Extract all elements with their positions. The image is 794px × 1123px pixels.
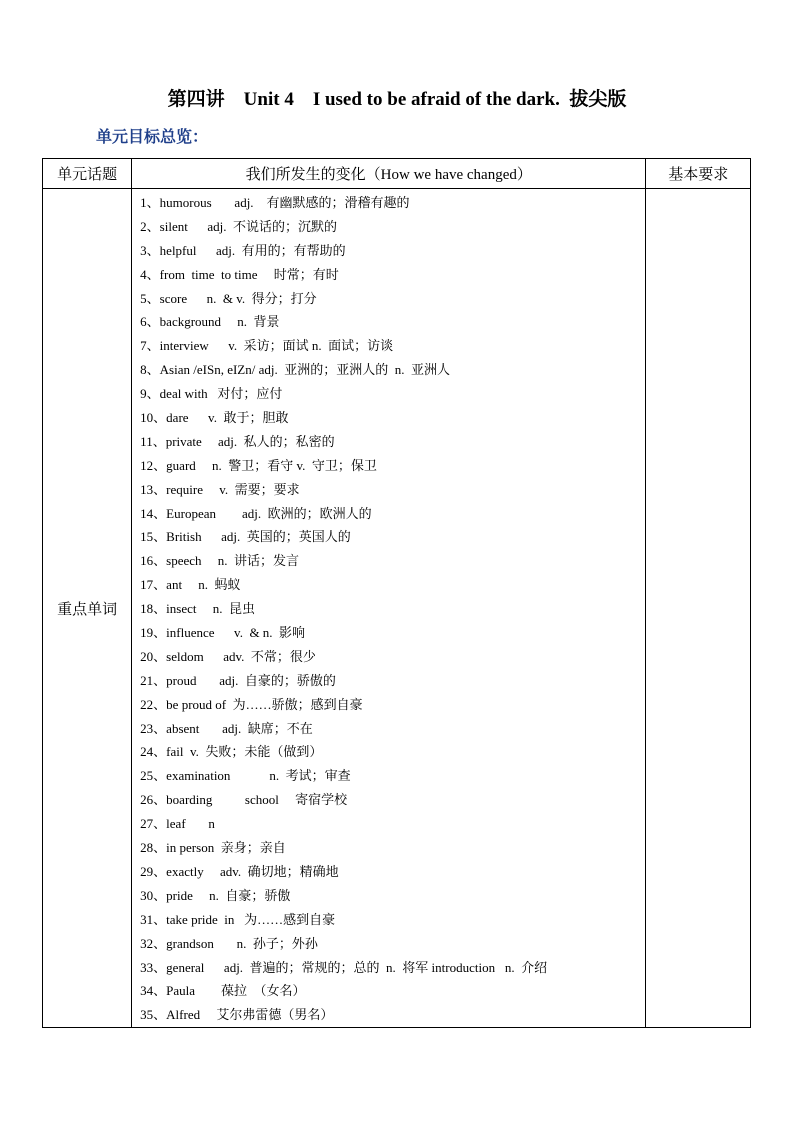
word-item: 26、boarding school 寄宿学校 [140,792,348,808]
word-item: 15、British adj. 英国的；英国人的 [140,529,351,545]
word-item: 4、from time to time 时常；有时 [140,266,339,282]
word-item: 9、deal with 对付；应付 [140,386,283,402]
table-header-row [43,159,751,189]
word-item: 31、take pride in 为……感到自豪 [140,911,336,927]
word-item: 33、general adj. 普遍的；常规的；总的 n. 将军 introduction n. 介绍 [140,959,548,975]
word-item: 1、humorous adj. 有幽默感的；滑稽有趣的 [140,195,410,210]
word-item: 24、fail v. 失败；未能（做到） [140,744,323,760]
word-list-cell [132,189,646,1028]
word-item: 20、seldom adv. 不常；很少 [140,648,316,664]
header-changes: 我们所发生的变化（How we have changed） [132,159,646,189]
word-item: 2、silent adj. 不说话的；沉默的 [140,218,337,234]
word-item: 27、leaf n [140,816,215,832]
word-item: 7、interview v. 采访；面试 n. 面试；访谈 [140,338,394,354]
word-item: 3、helpful adj. 有用的；有帮助的 [140,242,346,258]
word-item: 35、Alfred 艾尔弗雷德（男名） [140,1007,334,1023]
word-item: 13、require v. 需要；要求 [140,481,300,497]
word-item: 19、influence v. & n. 影响 [140,625,306,641]
word-item: 11、private adj. 私人的；私密的 [140,433,335,449]
word-item: 23、absent adj. 缺席；不在 [140,720,313,736]
word-item: 21、proud adj. 自豪的；骄傲的 [140,672,336,688]
word-item: 14、European adj. 欧洲的；欧洲人的 [140,505,372,521]
word-item: 32、grandson n. 孙子；外孙 [140,935,318,951]
requirement-cell [646,189,751,1028]
topic-cell: 重点单词 [43,189,132,1028]
word-item: 28、in person 亲身；亲自 [140,840,286,856]
word-item: 8、Asian /eISn, eIZn/ adj. 亚洲的；亚洲人的 n. 亚洲人 [140,362,450,378]
page-title: 第四讲 Unit 4 I used to be afraid of the dark. 拔尖版 [167,89,627,110]
word-item: 10、dare v. 敢于；胆敢 [140,410,289,426]
vocabulary-table [42,158,751,1028]
table-row [43,189,751,1028]
header-requirements: 基本要求 [646,159,751,189]
word-item: 30、pride n. 自豪；骄傲 [140,887,291,903]
word-item: 17、ant n. 蚂蚁 [140,577,241,593]
word-item: 5、score n. & v. 得分；打分 [140,290,317,306]
word-item: 22、be proud of 为……骄傲；感到自豪 [140,696,363,712]
word-list [140,191,645,1027]
word-item: 34、Paula 葆拉 （女名） [140,983,306,999]
word-item: 25、examination n. 考试；审查 [140,768,351,784]
word-item: 12、guard n. 警卫；看守 v. 守卫；保卫 [140,457,377,473]
word-item: 18、insect n. 昆虫 [140,601,255,617]
word-item: 16、speech n. 讲话；发言 [140,553,300,569]
word-item: 29、exactly adv. 确切地；精确地 [140,863,339,879]
header-topic: 单元话题 [43,159,132,189]
section-heading: 单元目标总览： [96,129,209,146]
word-item: 6、background n. 背景 [140,314,280,330]
